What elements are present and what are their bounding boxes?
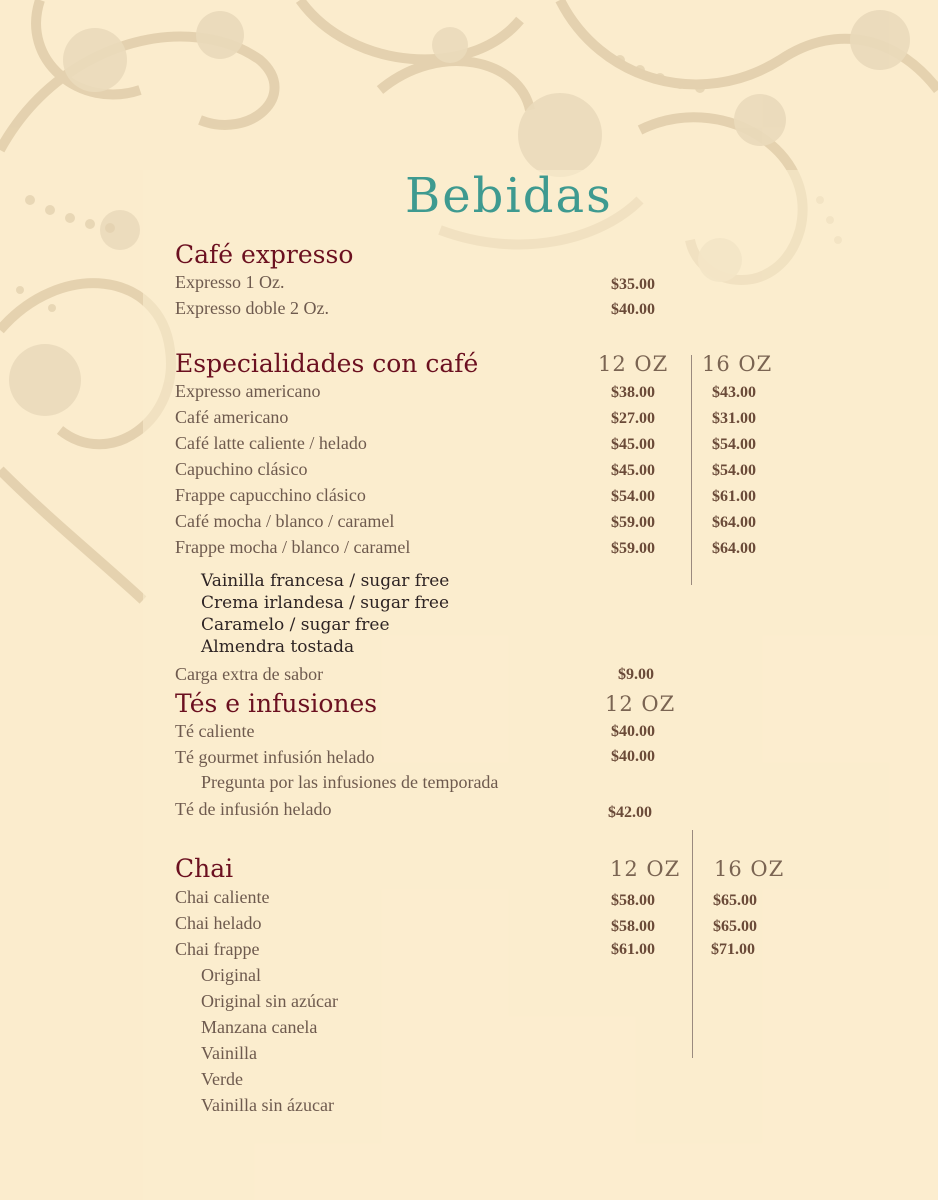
section-title-tes: Tés e infusiones — [175, 689, 378, 718]
menu-item-name: Chai frappe — [175, 939, 260, 959]
flavor-option: Caramelo / sugar free — [201, 615, 390, 635]
menu-item-price-12oz: $61.00 — [611, 941, 655, 958]
menu-item-price-16oz: $54.00 — [712, 462, 756, 479]
menu-item-price-12oz: $54.00 — [611, 488, 655, 505]
flavor-option: Crema irlandesa / sugar free — [201, 593, 450, 613]
menu-item-price: $42.00 — [608, 804, 652, 821]
menu-item-name: Frappe mocha / blanco / caramel — [175, 537, 411, 557]
menu-item-name: Té gourmet infusión helado — [175, 747, 375, 767]
size-header-16oz: 16 OZ — [702, 352, 773, 376]
menu-item-name: Carga extra de sabor — [175, 664, 324, 684]
menu-item-price-12oz: $38.00 — [611, 384, 655, 401]
menu-item-name: Café latte caliente / helado — [175, 433, 367, 453]
menu-item-name: Café americano — [175, 407, 289, 427]
column-divider — [691, 355, 692, 585]
menu-item-name: Expresso americano — [175, 381, 321, 401]
size-header-12oz: 12 OZ — [598, 352, 669, 376]
menu-item-price: $40.00 — [611, 748, 655, 765]
menu-item-price: $40.00 — [611, 723, 655, 740]
menu-item-price-12oz: $59.00 — [611, 514, 655, 531]
flavor-option: Manzana canela — [201, 1017, 318, 1037]
menu-item-name: Expresso 1 Oz. — [175, 272, 285, 292]
menu-item-price-16oz: $65.00 — [713, 892, 757, 909]
menu-item-name: Té caliente — [175, 721, 255, 741]
menu-item-price-12oz: $59.00 — [611, 540, 655, 557]
menu-item-price-12oz: $45.00 — [611, 436, 655, 453]
menu-item-price-12oz: $58.00 — [611, 918, 655, 935]
menu-item-price-16oz: $61.00 — [712, 488, 756, 505]
menu-item-name: Café mocha / blanco / caramel — [175, 511, 395, 531]
flavor-option: Vainilla francesa / sugar free — [201, 571, 450, 591]
menu-item-name: Chai helado — [175, 913, 262, 933]
menu-item-price-16oz: $64.00 — [712, 514, 756, 531]
page-title: Bebidas — [405, 168, 613, 224]
menu-item-name: Té de infusión helado — [175, 799, 332, 819]
menu-item-price: $35.00 — [611, 276, 655, 293]
flavor-option: Original — [201, 965, 261, 985]
menu-item-price-16oz: $65.00 — [713, 918, 757, 935]
flavor-option: Vainilla — [201, 1043, 257, 1063]
menu-item-name: Frappe capucchino clásico — [175, 485, 366, 505]
menu-note: Pregunta por las infusiones de temporada — [201, 772, 499, 792]
size-header-16oz: 16 OZ — [714, 857, 785, 881]
column-divider — [692, 830, 693, 1058]
flavor-option: Almendra tostada — [201, 637, 355, 657]
menu-item-name: Capuchino clásico — [175, 459, 308, 479]
menu-item-price: $9.00 — [618, 666, 654, 683]
flavor-option: Verde — [201, 1069, 243, 1089]
flavor-option: Vainilla sin ázucar — [201, 1095, 334, 1115]
section-title-chai: Chai — [175, 854, 234, 883]
section-title-cafe-expresso: Café expresso — [175, 240, 354, 269]
menu-item-name: Expresso doble 2 Oz. — [175, 298, 329, 318]
menu-item-price-12oz: $27.00 — [611, 410, 655, 427]
menu-item-price-16oz: $71.00 — [711, 941, 755, 958]
size-header-12oz: 12 OZ — [605, 692, 676, 716]
menu-item-name: Chai caliente — [175, 887, 270, 907]
section-title-especialidades: Especialidades con café — [175, 349, 479, 378]
menu-item-price-16oz: $54.00 — [712, 436, 756, 453]
menu-item-price-12oz: $58.00 — [611, 892, 655, 909]
menu-panel — [143, 170, 938, 1200]
menu-item-price: $40.00 — [611, 301, 655, 318]
menu-item-price-16oz: $31.00 — [712, 410, 756, 427]
flavor-option: Original sin azúcar — [201, 991, 338, 1011]
menu-item-price-12oz: $45.00 — [611, 462, 655, 479]
menu-item-price-16oz: $43.00 — [712, 384, 756, 401]
size-header-12oz: 12 OZ — [610, 857, 681, 881]
menu-item-price-16oz: $64.00 — [712, 540, 756, 557]
